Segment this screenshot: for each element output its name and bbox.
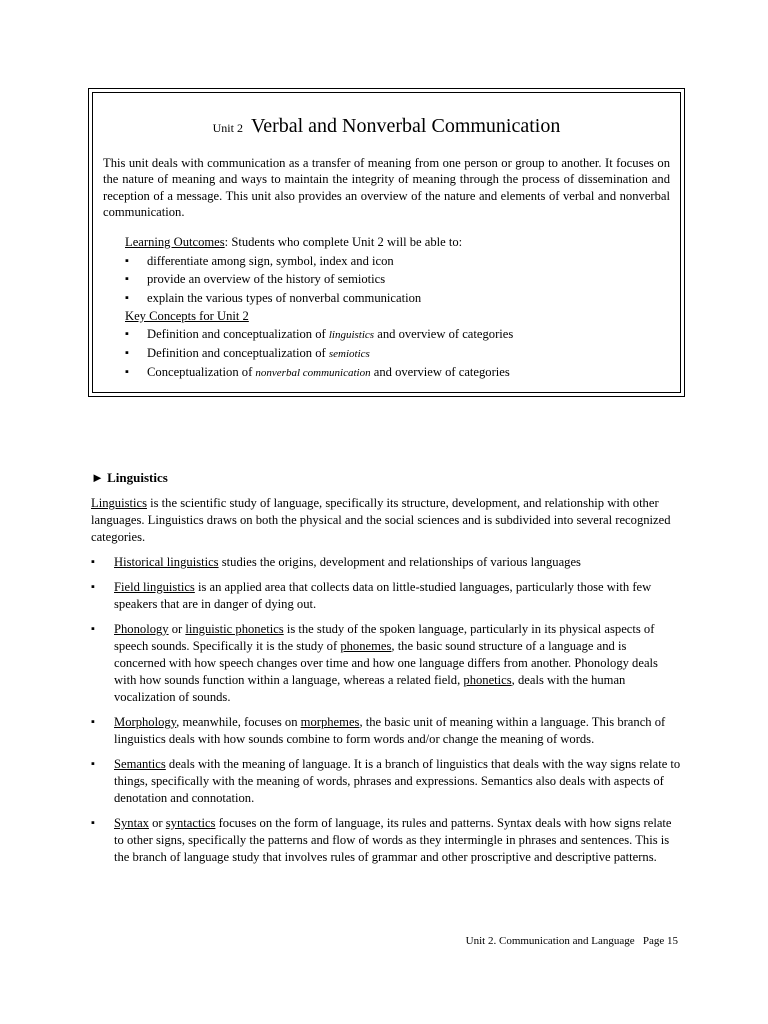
learning-outcomes <box>125 233 660 307</box>
arrow-bullet-icon: ► <box>91 470 104 485</box>
section-title: Linguistics <box>107 470 168 485</box>
unit-intro: This unit deals with communication as a transfer of meaning from one person or group to another. It focuses on the nature of meaning and ways to maintain the integrity of meaning through the process of dissemination and reception of a message. This unit also provides an overview of the nature and elements of verbal and nonverbal communication. <box>103 156 670 219</box>
footer-text: Unit 2. Communication and Language <box>465 935 635 947</box>
term: Historical linguistics <box>114 555 219 569</box>
unit-label: Unit 2 <box>212 121 243 135</box>
item-text: deals with the meaning of language. It is a branch of linguistics that deals with the way signs relate to things, specifically with the meaning of words, phrases and expressions. Semantics also deals with aspects of denotation and connotation. <box>114 757 681 805</box>
item-text: , the basic unit of meaning within a language. This branch of linguistics deals with how sounds combine to form words and/or change the meaning of words. <box>114 715 666 746</box>
term: syntactics <box>165 816 216 830</box>
list-item: ▪ explain the various types of nonverbal communication <box>125 289 660 308</box>
unit-heading: Verbal and Nonverbal Communication <box>250 115 561 137</box>
list-item <box>125 363 660 382</box>
list-item <box>91 621 681 706</box>
term: Field linguistics <box>114 580 195 594</box>
paragraph-text: is the scientific study of language, specifically its structure, development, and relationship with other languages. Linguistics draws on both the physical and the social sciences and is subdivided into several recognized categories. <box>91 496 671 544</box>
concept-term: linguistics <box>328 329 375 341</box>
term: Linguistics <box>91 496 147 510</box>
section-heading <box>91 470 168 486</box>
term: phonetics <box>463 673 512 687</box>
item-text: , meanwhile, focuses on <box>176 715 301 729</box>
item-text: or <box>168 622 186 636</box>
page-footer <box>466 935 678 947</box>
item-text: , the basic sound structure of a language and is concerned with how speech changes over time and how one language differs from another. Phonology deals with how sounds function within a language, whereas a related field, <box>114 639 658 687</box>
concept-text: and overview of categories <box>374 327 514 341</box>
key-concepts-list <box>125 325 660 382</box>
term: Syntax <box>114 816 149 830</box>
item-text: studies the origins, development and relationships of various languages <box>218 555 581 569</box>
concept-term: nonverbal communication <box>255 367 371 379</box>
list-item: ▪ differentiate among sign, symbol, index and icon <box>125 252 660 271</box>
linguistics-intro <box>91 495 681 546</box>
concept-text: Definition and conceptualization of <box>147 346 329 360</box>
list-item <box>91 554 681 571</box>
item-text: , deals with the human vocalization of sounds. <box>114 673 626 704</box>
term: linguistic phonetics <box>185 622 284 636</box>
term: Morphology <box>114 715 177 729</box>
term: morphemes <box>300 715 360 729</box>
unit-overview-inner-border <box>92 92 681 393</box>
list-item <box>91 815 681 866</box>
learning-outcomes-heading <box>125 233 660 252</box>
term: Phonology <box>114 622 169 636</box>
key-concepts <box>125 307 660 382</box>
item-text: focuses on the form of language, its rules and patterns. Syntax deals with how signs relate to other signs, specifically the patterns and flow of words as they intermingle in phrases and sentences. This is the branch of language study that involves rules of grammar and other proscriptive and descriptive patterns. <box>114 816 672 864</box>
concept-text: Conceptualization of <box>147 365 256 379</box>
item-text: or <box>148 816 166 830</box>
list-item <box>125 325 660 344</box>
term: Semantics <box>114 757 166 771</box>
list-item: ▪ provide an overview of the history of semiotics <box>125 270 660 289</box>
concept-text: and overview of categories <box>370 365 510 379</box>
page-number: Page 15 <box>642 935 678 947</box>
concept-text: Definition and conceptualization of <box>147 327 329 341</box>
learning-outcomes-list <box>125 252 660 308</box>
unit-title <box>93 115 680 138</box>
list-item <box>91 579 681 613</box>
list-item <box>125 344 660 363</box>
list-item <box>91 714 681 748</box>
unit-overview-box <box>88 88 685 397</box>
list-item <box>91 756 681 807</box>
linguistics-categories <box>91 554 681 874</box>
item-text: is an applied area that collects data on little-studied languages, particularly those with few speakers that are in danger of dying out. <box>114 580 652 611</box>
key-concepts-heading: Key Concepts for Unit 2 <box>125 309 249 323</box>
learning-outcomes-label: Learning Outcomes <box>125 235 225 249</box>
item-text: is the study of the spoken language, particularly in its physical aspects of speech sounds. Specifically it is the study of <box>114 622 655 653</box>
concept-term: semiotics <box>328 348 370 360</box>
term: phonemes <box>340 639 392 653</box>
learning-outcomes-intro: : Students who complete Unit 2 will be able to: <box>224 235 463 249</box>
